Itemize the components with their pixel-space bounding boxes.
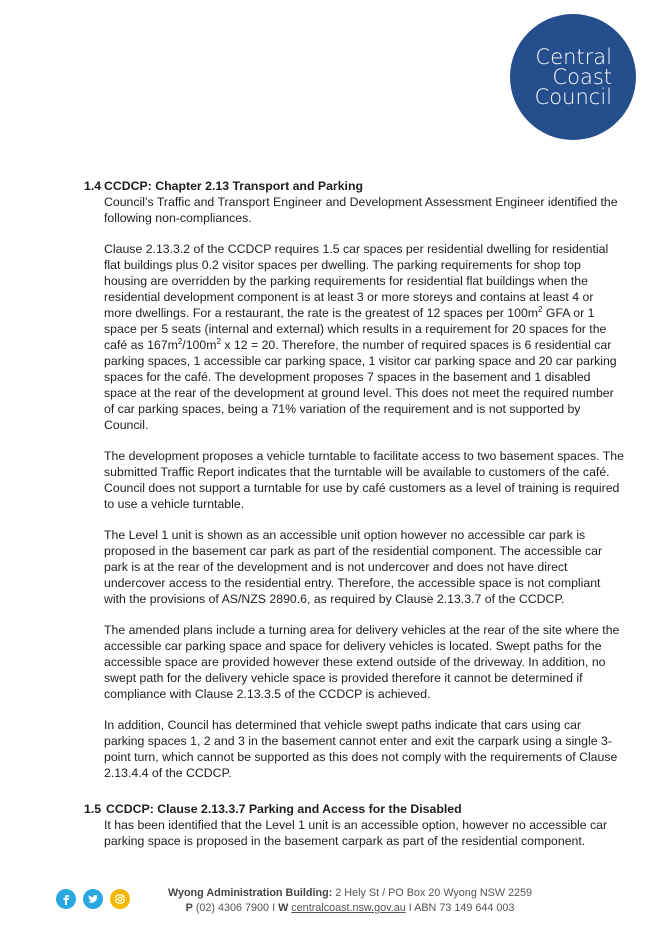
social-icons bbox=[56, 889, 130, 909]
logo-line-3: Council bbox=[534, 85, 612, 109]
section-title: CCDCP: Clause 2.13.3.7 Parking and Access for the Disabled bbox=[106, 802, 462, 816]
section-1-5 bbox=[84, 801, 624, 864]
paragraph: Clause 2.13.3.2 of the CCDCP requires 1.5 car spaces per residential dwelling for residential flat buildings plus 0.2 visitor spaces per dwelling. The parking requirements for shop top housing are overridden by the parking requirements for residential flat buildings when the residential development component is at least 3 or more storeys and contains at least 4 or more dwellings. For a restaurant, the rate is the greatest of 12 spaces per $100m^2$ GFA or 1 space per 5 seats (internal and external) which results in a requirement for 20 spaces for the café as $167m^2/100m^2$ x 12 = 20. Therefore, the number of required spaces is 6 residential car parking spaces, 1 accessible car parking space, 1 visitor car parking space and 20 car parking spaces for the café. The development proposes 7 spaces in the basement and 1 disabled space at the rear of the development at ground level. This does not meet the required number of car parking spaces, being a 71% variation of the requirement and is not supported by Council. bbox=[104, 242, 617, 432]
paragraph: It has been identified that the Level 1 unit is an accessible option, however no accessible car parking space is proposed in the basement carpark as part of the residential component. bbox=[104, 818, 608, 848]
section-number: 1.4 bbox=[84, 179, 102, 193]
logo-line-1: Central bbox=[535, 45, 612, 69]
twitter-icon[interactable] bbox=[83, 889, 103, 909]
footer-contact-line: P (02) 4306 7900 I W centralcoast.nsw.gov.au I ABN 73 149 644 003 bbox=[185, 902, 515, 914]
paragraph: The amended plans include a turning area for delivery vehicles at the rear of the site where the accessible car parking space and space for delivery vehicles is located. Swept paths for the accessible space are provided however these extend outside of the driveway. In addition, no swept path for the delivery vehicle space is provided therefore it cannot be determined if compliance with Clause 2.13.3.5 of the CCDCP is achieved. bbox=[104, 623, 620, 701]
website-link[interactable]: centralcoast.nsw.gov.au bbox=[291, 902, 406, 914]
logo-line-2: Coast bbox=[552, 65, 612, 89]
paragraph: Council’s Traffic and Transport Engineer and Development Assessment Engineer identified the following non-compliances. bbox=[104, 195, 618, 225]
footer-contact bbox=[140, 886, 560, 916]
paragraph: The Level 1 unit is shown as an accessible unit option however no accessible car park is proposed in the basement car park as part of the residential component. The accessible car park is at the rear of the development and is not undercover and does not have direct undercover access to the residential entry. Therefore, the accessible space is not compliant with the provisions of AS/NZS 2890.6, as required by Clause 2.13.3.7 of the CCDCP. bbox=[104, 528, 603, 606]
footer-address-line: Wyong Administration Building: 2 Hely St / PO Box 20 Wyong NSW 2259 bbox=[167, 887, 533, 899]
paragraph: In addition, Council has determined that vehicle swept paths indicate that cars using car parking spaces 1, 2 and 3 in the basement cannot enter and exit the carpark using a single 3-point turn, which cannot be supported as this does not comply with the requirements of Clause 2.13.4.4 of the CCDCP. bbox=[104, 718, 618, 780]
section-number: 1.5 bbox=[84, 802, 102, 816]
instagram-icon[interactable] bbox=[110, 889, 130, 909]
section-title: CCDCP: Chapter 2.13 Transport and Parking bbox=[104, 179, 363, 193]
section-heading bbox=[84, 178, 624, 194]
section-heading bbox=[84, 801, 624, 817]
council-logo bbox=[510, 14, 636, 140]
facebook-icon[interactable] bbox=[56, 889, 76, 909]
section-1-4 bbox=[84, 178, 624, 796]
paragraph: The development proposes a vehicle turntable to facilitate access to two basement spaces. The submitted Traffic Report indicates that the turntable will be available to customers of the café. Council does not support a turntable for use by café customers as a level of training is required to use a vehicle turntable. bbox=[104, 449, 624, 511]
